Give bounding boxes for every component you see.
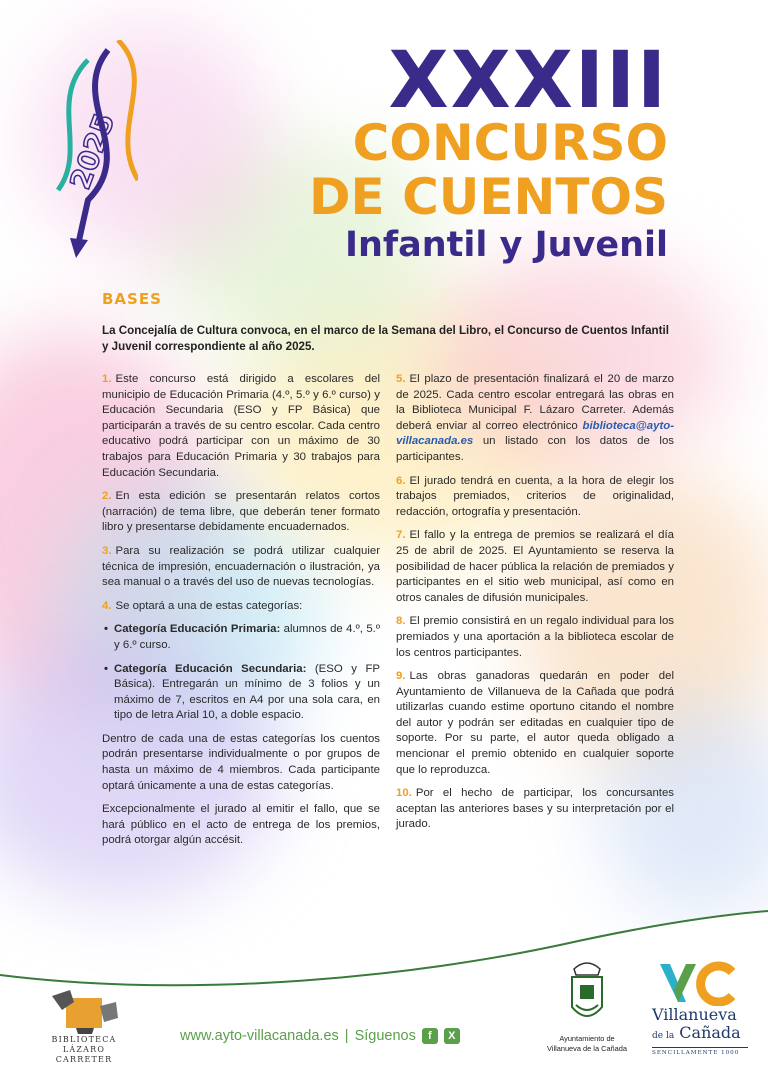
- title-subtitle: Infantil y Juvenil: [344, 225, 668, 265]
- rule-4: 4. Se optará a una de estas categorías:: [102, 599, 303, 612]
- title-line-2: DE CUENTOS: [309, 168, 668, 226]
- bases-heading: BASES: [102, 290, 162, 308]
- facebook-icon[interactable]: f: [422, 1028, 438, 1044]
- website-link[interactable]: www.ayto-villacanada.es: [180, 1028, 339, 1044]
- villanueva-vc-logo: [656, 958, 738, 1006]
- rule-7: 7. El fallo y la entrega de premios se realizará el día 25 de abril de 2025. El Ayuntamiento se reserva la posibilidad de hacer pública la relación de premiados y participantes en el sitio web municipal, así como en otros canales de difusión municipales.: [396, 529, 674, 604]
- rule-6: 6. El jurado tendrá en cuenta, a la hora de elegir los trabajos premiados, criterios de originalidad, redacción, ortografía y presentación.: [396, 474, 674, 518]
- footer-wave: [0, 905, 768, 995]
- rule-5: 5. El plazo de presentación finalizará el 20 de marzo de 2025. Cada centro escolar entregará las obras en la Biblioteca Municipal F. Lázaro Carreter. Además deberá enviar al correo electrónico biblioteca@ayto-villacanada.es un listado con los datos de los participantes.: [396, 373, 674, 463]
- biblioteca-name: BIBLIOTECA LÁZARO CARRETER: [51, 1035, 117, 1064]
- category-secundaria: • Categoría Educación Secundaria: (ESO y FP Básica). Entregarán un mínimo de 3 folios y un máximo de 7, escritos en A4 por una sola cara, en tipo de letra Arial 10, a doble espacio.: [104, 662, 381, 722]
- email-link[interactable]: biblioteca@ayto-villacanada.es: [396, 419, 674, 448]
- rule-10: 10. Por el hecho de participar, los concursantes aceptan las anteriores bases y su interpretación por el jurado.: [396, 787, 674, 831]
- rule-4-extra-2: Excepcionalmente el jurado al emitir el fallo, que se hará público en el acto de entrega de los premios, podrá otorgar algún accésit.: [102, 803, 380, 847]
- rule-3: 3. Para su realización se podrá utilizar cualquier técnica de impresión, encuadernación o ilustración, ya sea manual o a través del uso de nuevas tecnologías.: [102, 544, 380, 589]
- intro-paragraph: La Concejalía de Cultura convoca, en el marco de la Semana del Libro, el Concurso de Cuentos Infantil y Juvenil correspondiente al año 2025.: [102, 324, 669, 353]
- rule-4-extra-1: Dentro de cada una de estas categorías los cuentos podrán presentarse individualmente o por grupos de hasta un máximo de 4 miembros. Cada participante optará únicamente a una de estas categorías.: [102, 732, 380, 792]
- pencil-illustration: [48, 40, 138, 260]
- title-line-1: CONCURSO: [352, 114, 668, 172]
- rule-1: 1. Este concurso está dirigido a escolares del municipio de Educación Primaria (4.º, 5.º y 6.º curso) y Educación Secundaria (ESO y FP Básica) que participarán a través de su centro escolar. Cada centro educativo podrá participar con un máximo de 30 trabajos para Educación Primaria y 30 trabajos para Educación Secundaria.: [102, 373, 380, 479]
- year-text: 2025: [63, 109, 122, 194]
- follow-label: Síguenos: [354, 1028, 416, 1044]
- rules-right-column: [396, 372, 674, 841]
- rules-left-column: [102, 372, 380, 857]
- rule-2: 2. En esta edición se presentarán relatos cortos (narración) de tema libre, que deberán tener formato libro y presentarse debidamente encuadernados.: [102, 490, 380, 534]
- footer-web-line: [180, 1028, 460, 1044]
- ayuntamiento-crest: [562, 955, 612, 1030]
- separator: |: [344, 1028, 349, 1044]
- rule-8: 8. El premio consistirá en un regalo individual para los premiados y una aportación a la biblioteca escolar de los centros participantes.: [396, 615, 674, 659]
- category-primaria: • Categoría Educación Primaria: alumnos de 4.º, 5.º y 6.º curso.: [104, 623, 380, 651]
- ayuntamiento-name: Ayuntamiento de Villanueva de la Cañada: [547, 1034, 627, 1053]
- x-icon[interactable]: X: [444, 1028, 460, 1044]
- villanueva-logo-text: Villanueva de la Cañada SENCILLAMENTE 1000: [652, 1006, 748, 1056]
- rule-9: 9. Las obras ganadoras quedarán en poder del Ayuntamiento de Villanueva de la Cañada que podrá utilizarlas cuando estime oportuno citando el nombre del autor y podrán ser editadas en cualquier tipo de soporte. Por su parte, el autor queda obligado a mencionar el premio obtenido en cualquier soporte que lo reproduzca.: [396, 670, 674, 776]
- edition-number: XXXIII: [388, 36, 668, 126]
